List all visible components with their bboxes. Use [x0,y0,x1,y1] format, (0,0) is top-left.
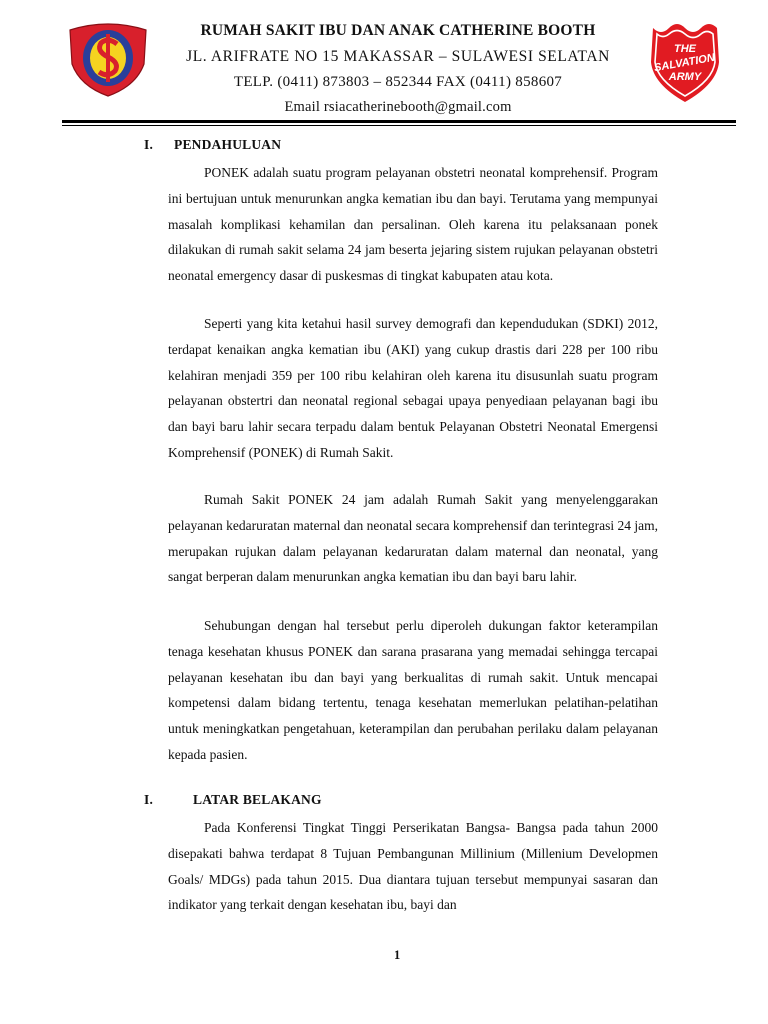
paragraph-1: PONEK adalah suatu program pelayanan obstetri neonatal komprehensif. Program ini bertujuan untuk menurunkan angka kematian ibu dan bayi. Terutama yang mempunyai masalah komplikasi kehamilan dan persalinan. Oleh karena itu pelaksanaan ponek dilakukan di rumah sakit selama 24 jam beserta jejaring sistem rujukan pelayanan obstetri neonatal emergency dasar di puskesmas di tingkat kabupaten atau kota. [168,165,658,284]
page-number: 1 [394,948,401,962]
shield-logo-line-2: SALVATION [653,51,716,75]
hospital-crest-logo [66,20,150,98]
hospital-email: Email rsiacatherinebooth@gmail.com [284,99,512,115]
section-title: LATAR BELAKANG [193,792,322,807]
section-number: I. [144,137,154,152]
letterhead [0,0,768,126]
section-title: PENDAHULUAN [174,137,282,152]
hospital-name: RUMAH SAKIT IBU DAN ANAK CATHERINE BOOTH [200,22,596,39]
shield-logo-line-3: ARMY [668,71,702,83]
paragraph-3: Rumah Sakit PONEK 24 jam adalah Rumah Sakit yang menyelenggarakan pelayanan kedaruratan maternal dan neonatal secara komprehensif dan terintegrasi 24 jam, merupakan rujukan dalam pelayanan kedaruratan dalam maternal dan neonatal, yang sangat berperan dalam menurunkan angka kematian ibu dan bayi baru lahir. [168,492,658,585]
section-number: I. [144,792,154,807]
paragraph-2: Seperti yang kita ketahui hasil survey demografi dan kependudukan (SDKI) 2012, terdapat kenaikan angka kematian ibu (AKI) yang cukup drastis dari 228 per 100 ribu kelahiran menjadi 359 per 100 ribu kelahiran oleh karena itu disusunlah suatu program pelayanan obstertri dan neonatal regional sebagai upaya penyediaan pelayanan bagi ibu dan bayi baru lahir secara terpadu dalam bentuk Pelayanan Obstetri Neonatal Emergensi Komprehensif (PONEK) di Rumah Sakit. [168,316,658,460]
letterhead-divider [62,120,736,123]
paragraph-4: Sehubungan dengan hal tersebut perlu diperoleh dukungan faktor keterampilan tenaga kesehatan khusus PONEK dan sarana prasarana yang memadai sehingga tercapai pelayanan kesehatan ibu dan bayi yang berkualitas di rumah sakit. Untuk mencapai kompetensi dalam bidang tertentu, tenaga kesehatan memerlukan pelatihan-pelatihan untuk meningkatkan pengetahuan, keterampilan dan perubahan perilaku dalam pelayanan kepada pasien. [168,618,658,762]
letterhead-divider-thin [62,125,736,126]
hospital-phone: TELP. (0411) 873803 – 852344 FAX (0411) 858607 [233,74,563,90]
paragraph-5: Pada Konferensi Tingkat Tinggi Perserikatan Bangsa- Bangsa pada tahun 2000 disepakati bahwa terdapat 8 Tujuan Pembangunan Millinium (Millenium Developmen Goals/ MDGs) pada tahun 2015. Dua diantara tujuan tersebut mempunyai sasaran dan indikator yang terkait dengan kesehatan ibu, bayi dan [168,820,658,913]
salvation-army-shield-logo [645,22,725,104]
shield-logo-line-1: THE [674,43,696,55]
hospital-address: JL. ARIFRATE NO 15 MAKASSAR – SULAWESI SELATAN [186,48,610,65]
